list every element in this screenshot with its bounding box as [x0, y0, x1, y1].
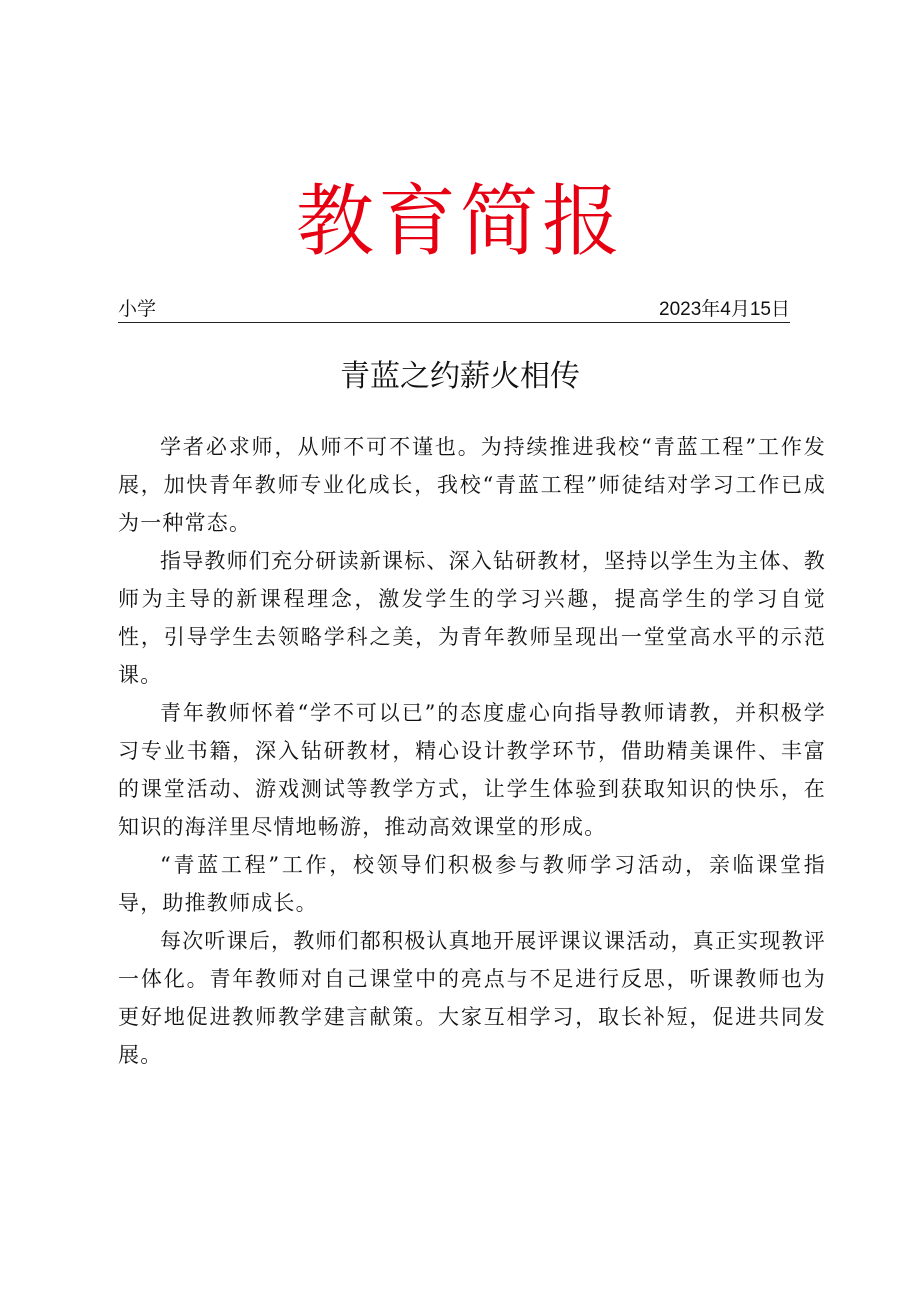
paragraph: 每次听课后，教师们都积极认真地开展评课议课活动，真正实现教评一体化。青年教师对自己课堂中的亮点与不足进行反思，听课教师也为更好地促进教师教学建言献策。大家互相学习，取长补短，促进共同发展。 [118, 929, 826, 1067]
paragraph: “青蓝工程”工作，校领导们积极参与教师学习活动，亲临课堂指导，助推教师成长。 [118, 853, 826, 915]
issue-date: 2023年4月15日 [659, 299, 790, 320]
paragraph: 青年教师怀着“学不可以已”的态度虚心向指导教师请教，并积极学习专业书籍，深入钻研教材，精心设计教学环节，借助精美课件、丰富的课堂活动、游戏测试等教学方式，让学生体验到获取知识的快乐，在知识的海洋里尽情地畅游，推动高效课堂的形成。 [118, 701, 826, 839]
paragraph: 学者必求师，从师不可不谨也。为持续推进我校“青蓝工程”工作发展，加快青年教师专业化成长，我校“青蓝工程”师徒结对学习工作已成为一种常态。 [118, 435, 826, 535]
article-body [118, 428, 826, 1074]
school-name: 小学 [118, 299, 157, 320]
paragraph: 指导教师们充分研读新课标、深入钻研教材，坚持以学生为主体、教师为主导的新课程理念，激发学生的学习兴趣，提高学生的学习自觉性，引导学生去领略学科之美，为青年教师呈现出一堂堂高水平的示范课。 [118, 549, 826, 687]
newsletter-masthead: 教育简报 [295, 177, 624, 267]
dateline [118, 298, 790, 323]
article-title: 青蓝之约薪火相传 [340, 359, 580, 394]
